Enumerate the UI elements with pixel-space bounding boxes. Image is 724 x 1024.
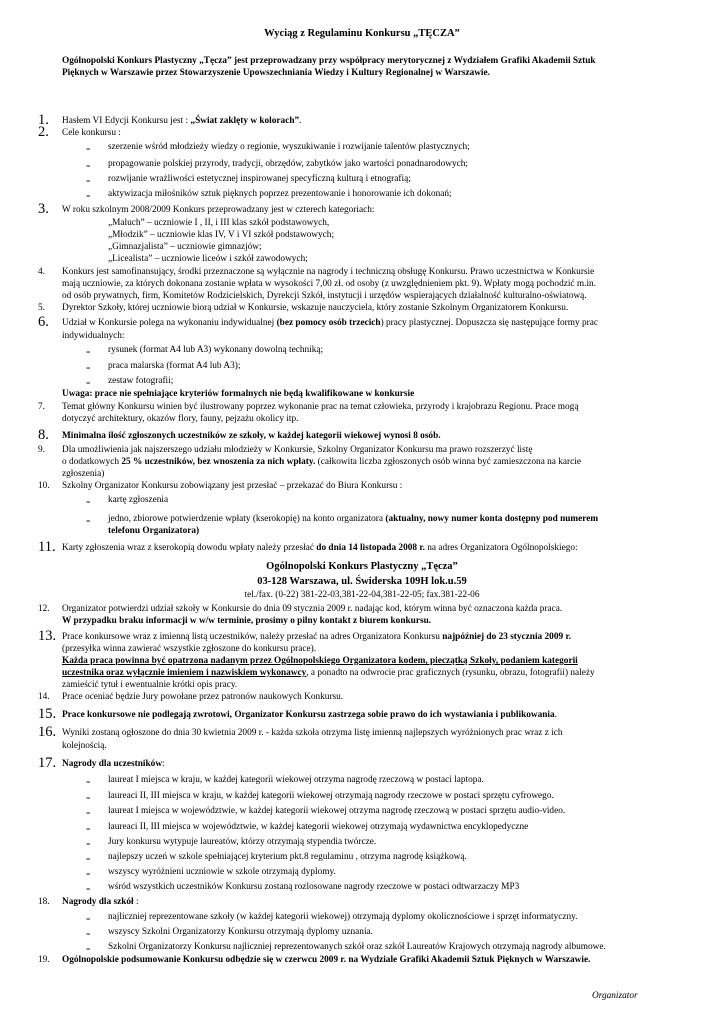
list-item — [108, 867, 336, 878]
text-line — [62, 402, 578, 413]
bullet-dash: - — [86, 865, 91, 880]
text-line — [62, 205, 374, 216]
text-segment: Dyrektor Szkoły, której uczniowie biorą udział w Konkursie, wskazuje nauczyciela, który zostanie Szkolnym Organizatorem Konkursu. — [62, 303, 569, 313]
text-segment: Ogólnopolskie podsumowanie Konkursu odbędzie się w czerwcu 2009 r. na Wydziale Grafiki Akademii Sztuk Pięknych w Warszawie. — [62, 955, 591, 965]
item-number: 18. — [38, 897, 50, 907]
text-line — [62, 318, 598, 329]
text-segment: uczestnika oraz wyłącznie imieniem i nazwiskiem wykonawcy — [62, 668, 307, 678]
text-segment: Szkolny Organizator Konkursu zobowiązany jest przesłać – przekazać do Biura Konkursu : — [62, 481, 403, 491]
text-segment: Minimalna ilość zgłoszonych uczestników ze szkoły, w każdej kategorii wiekowej wynosi 8 osób. — [62, 431, 441, 441]
text-segment: zgłoszenia) — [62, 469, 105, 479]
text-segment: najpóźniej do 23 stycznia 2009 r. — [442, 632, 572, 642]
text-segment: laureaci II, III miejsca w kraju, w każdej kategorii wiekowej otrzymają nagrody rzeczowe w postaci sprzętu cyfrowego. — [108, 791, 554, 801]
list-item — [108, 912, 578, 923]
text-segment: zestaw fotografii; — [108, 376, 174, 386]
list-item — [108, 189, 452, 200]
item-number: 4. — [38, 267, 45, 277]
item-number: 13. — [38, 628, 57, 644]
text-segment: Prace konkursowe nie podlegają zwrotowi, Organizator Konkursu zastrzega sobie prawo do ich wystawiania i publikowania — [62, 710, 555, 720]
list-item — [108, 495, 168, 506]
item-number: 14. — [38, 692, 50, 702]
text-segment: Dla umożliwienia jak najszerszego udziału młodzieży w Konkursie, Szkolny Organizator Konkursu ma prawo rozszerzyć listę — [62, 445, 533, 455]
item-number: 5. — [38, 303, 45, 313]
bullet-dash: - — [86, 835, 91, 850]
bullet-dash: - — [86, 374, 91, 389]
address-name: Ogólnopolski Konkurs Plastyczny „Tęcza” — [266, 561, 458, 572]
text-segment: do dnia 14 listopada 2008 r. — [316, 543, 425, 553]
text-line — [62, 116, 301, 127]
text-line — [62, 303, 568, 314]
text-segment: o dodatkowych — [62, 457, 122, 467]
text-segment: : — [162, 759, 165, 769]
text-line — [62, 604, 562, 615]
bullet-dash: - — [86, 157, 91, 172]
text-line — [108, 254, 308, 265]
item-number: 9. — [38, 445, 45, 455]
bullet-dash: - — [86, 850, 91, 865]
text-segment: Wyniki zostaną ogłoszone do dnia 30 kwietnia 2009 r. - każda szkoła otrzyma listę imienną najlepszych wyróżnionych prac wraz z ich — [62, 728, 563, 738]
bullet-dash: - — [86, 804, 91, 819]
bullet-dash: - — [86, 789, 91, 804]
text-segment: rozwijanie wrażliwości estetycznej inspirowanej specyficzną kulturą i etnografią; — [108, 174, 411, 184]
intro-line-1: Ogólnopolski Konkurs Plastyczny „Tęcza” jest przeprowadzany przy współpracy merytorycznej z Wydziałem Grafiki Akademii Sztuk — [62, 56, 596, 66]
bullet-dash: - — [86, 187, 91, 202]
item-number: 3. — [38, 201, 49, 217]
text-line — [62, 279, 596, 290]
text-segment: na adres Organizatora Ogólnopolskiego: — [424, 543, 578, 553]
signature: Organizator — [592, 991, 638, 1001]
text-line — [62, 414, 298, 425]
bullet-dash: - — [86, 359, 91, 374]
text-segment: Hasłem VI Edycji Konkursu jest : — [62, 116, 191, 126]
item-number: 10. — [38, 481, 50, 491]
text-line — [62, 680, 237, 691]
intro-line-2: Pięknych w Warszawie przez Stowarzyszenie Upowszechniania Wiedzy i Kultury Regionalnej w Warszawie. — [62, 68, 490, 78]
text-segment: aktywizacja miłośników sztuk pięknych poprzez prezentowanie i honorowanie ich dokonań; — [108, 189, 452, 199]
list-item — [108, 927, 373, 938]
list-item — [108, 345, 323, 356]
text-segment: . — [554, 710, 557, 720]
text-segment: Każda praca powinna być opatrzona nadanym przez Ogólnopolskiego Organizatora kodem, pieczątką Szkoły, podaniem kategorii — [62, 656, 578, 666]
text-line — [62, 431, 441, 442]
text-segment: laureaci II, III miejsca w województwie, w każdej kategorii wiekowej otrzymają wydawnictwa encyklopedyczne — [108, 822, 529, 832]
list-item — [108, 159, 468, 170]
text-line — [62, 616, 431, 627]
text-segment: Konkurs jest samofinansujący, środki przeznaczone są wyłącznie na nagrody i techniczną obsługę Konkursu. Prawo uczestnictwa w Konkursie — [62, 267, 595, 277]
text-segment: , a ponadto na odwrocie prac graficznych (rysunku, obrazu, fotografii) należy — [306, 668, 595, 678]
text-segment: Organizator potwierdzi udział szkoły w Konkursie do dnia 09 stycznia 2009 r. nadając kod, którym winna być oznaczona każda praca. — [62, 604, 563, 614]
text-line — [62, 955, 590, 966]
bullet-dash: - — [86, 880, 91, 895]
text-segment: szerzenie wśród młodzieży wiedzy o regionie, wyszukiwanie i rozwijanie talentów plastycznych; — [108, 142, 470, 152]
bullet-dash: - — [86, 493, 91, 508]
text-segment: W przypadku braku informacji w w/w terminie, prosimy o pilny kontakt z biurem konkursu. — [62, 616, 432, 626]
bullet-dash: - — [86, 910, 91, 925]
text-line — [62, 897, 139, 908]
text-segment: rysunek (format A4 lub A3) wykonany dowolną techniką; — [108, 345, 324, 355]
list-item — [108, 837, 376, 848]
text-line — [62, 469, 104, 480]
text-segment: telefonu Organizatora) — [108, 526, 200, 536]
text-segment: Karty zgłoszenia wraz z kserokopią dowodu wpłaty należy przesłać — [62, 543, 317, 553]
text-segment: Udział w Konkursie polega na wykonaniu indywidualnej — [62, 318, 277, 328]
text-line — [62, 128, 121, 139]
item-number: 7. — [38, 402, 45, 412]
text-line — [108, 526, 199, 537]
text-line — [62, 692, 343, 703]
item-number: 16. — [38, 724, 57, 740]
text-line — [62, 632, 571, 643]
item-number: 2. — [38, 124, 49, 140]
text-segment: (przesyłka winna zawierać wszystkie zgłoszone do konkursu prace). — [62, 644, 317, 654]
text-line — [108, 218, 329, 229]
text-segment: W roku szkolnym 2008/2009 Konkurs przeprowadzany jest w czterech kategoriach: — [62, 205, 375, 215]
text-line — [62, 710, 557, 721]
text-segment: dotyczyć architektury, okazów flory, fauny, pejzażu okolicy itp. — [62, 414, 299, 424]
text-line — [62, 543, 578, 554]
bullet-dash: - — [86, 172, 91, 187]
text-segment: laureat I miejsca w kraju, w każdej kategorii wiekowej otrzyma nagrodę rzeczową w postaci laptopa. — [108, 775, 484, 785]
text-segment: Jury konkursu wytypuje laureatów, którzy otrzymają stypendia twórcze. — [108, 837, 377, 847]
text-segment: : — [133, 897, 139, 907]
bullet-dash: - — [86, 925, 91, 940]
text-segment: Nagrody dla szkół — [62, 897, 134, 907]
text-segment: „Maluch” – uczniowie I , II, i III klas szkół podstawowych, — [108, 218, 330, 228]
list-item — [108, 514, 598, 525]
text-segment: Cele konkursu : — [62, 128, 121, 138]
text-line — [62, 457, 581, 468]
text-segment: kolejnością. — [62, 741, 107, 751]
text-line — [62, 668, 595, 679]
text-segment: . — [299, 116, 302, 126]
bullet-dash: - — [86, 820, 91, 835]
list-item — [108, 791, 554, 802]
item-number: 1. — [38, 112, 49, 128]
address-street: 03-128 Warszawa, ul. Świderska 109H lok.u.59 — [257, 576, 467, 587]
text-line — [62, 656, 578, 667]
text-segment: „Licealista” – uczniowie liceów i szkół zawodowych; — [108, 254, 308, 264]
text-segment: laureat I miejsca w województwie, w każdej kategorii wiekowej otrzyma nagrodę rzeczową w postaci sprzętu audio-video. — [108, 806, 566, 816]
text-segment: „Świat zaklęty w kolorach” — [190, 116, 300, 126]
text-segment: kartę zgłoszenia — [108, 495, 169, 505]
list-item — [108, 942, 606, 953]
text-line — [62, 445, 532, 456]
text-segment: Prace oceniać będzie Jury powołane przez patronów naukowych Konkursu. — [62, 692, 344, 702]
list-item — [108, 806, 565, 817]
text-segment: najliczniej reprezentowane szkoły (w każdej kategorii wiekowej) otrzymają dyplomy okolicznościowe i sprzęt informatyczny. — [108, 912, 578, 922]
bullet-dash: - — [86, 512, 91, 527]
text-segment: Nagrody dla uczestników — [62, 759, 163, 769]
text-line — [62, 728, 563, 739]
text-segment: (bez pomocy osób trzecich — [276, 318, 381, 328]
text-segment: „Gimnazjalista” – uczniowie gimnazjów; — [108, 242, 262, 252]
text-segment: wśród wszystkich uczestników Konkursu zostaną rozlosowane nagrody rzeczowe w postaci odtwarzaczy MP3 — [108, 882, 520, 892]
text-line — [62, 481, 402, 492]
text-segment: od osób prywatnych, firm, Komitetów Rodzicielskich, Dyrekcji Szkół, instytucji i urzędów wspierających działalność kulturalno-oświatową. — [62, 291, 587, 301]
list-item — [108, 142, 470, 153]
item-number: 8. — [38, 427, 49, 443]
bullet-dash: - — [86, 940, 91, 955]
text-segment: ) pracy plastycznej. Dopuszcza się następujące formy prac — [380, 318, 598, 328]
item-number: 17. — [38, 755, 57, 771]
text-segment: (aktualny, nowy numer konta dostępny pod numerem — [385, 514, 599, 524]
list-item — [108, 852, 467, 863]
list-item — [108, 822, 528, 833]
item-number: 11. — [38, 539, 56, 555]
text-segment: Temat główny Konkursu winien być ilustrowany poprzez wykonanie prac na temat człowieka, przyrody i krajobrazu Regionu. Prace mogą — [62, 402, 579, 412]
text-line — [108, 242, 262, 253]
text-line — [62, 389, 414, 400]
item-number: 15. — [38, 706, 57, 722]
text-segment: wszyscy Szkolni Organizatorzy Konkursu otrzymają dyplomy uznania. — [108, 927, 373, 937]
bullet-dash: - — [86, 343, 91, 358]
text-segment: 25 % uczestników, bez wnoszenia za nich wpłaty. — [121, 457, 316, 467]
text-line — [108, 230, 334, 241]
text-segment: propagowanie polskiej przyrody, tradycji, obrzędów, zabytków jako wartości ponadnarodowych; — [108, 159, 468, 169]
list-item — [108, 882, 519, 893]
bullet-dash: - — [86, 140, 91, 155]
item-number: 12. — [38, 604, 50, 614]
text-segment: (całkowita liczba zgłoszonych osób winna być zamieszczona na karcie — [315, 457, 581, 467]
text-line — [62, 291, 587, 302]
list-item — [108, 174, 411, 185]
text-line — [62, 644, 316, 655]
item-number: 6. — [38, 314, 49, 330]
bullet-dash: - — [86, 773, 91, 788]
text-line — [62, 267, 594, 278]
text-segment: zamieścić tytuł i ewentualnie krótki opis pracy. — [62, 680, 238, 690]
document-title: Wyciąg z Regulaminu Konkursu „TĘCZA” — [264, 28, 460, 39]
address-contact: tel./fax. (0-22) 381-22-03,381-22-04,381-22-05; fax.381-22-06 — [244, 590, 480, 600]
text-segment: indywidualnych: — [62, 331, 125, 341]
text-segment: praca malarska (format A4 lub A3); — [108, 361, 241, 371]
text-segment: Prace konkursowe wraz z imienną listą uczestników, należy przesłać na adres Organizatora Konkursu — [62, 632, 443, 642]
text-segment: mają uczniowie, za których dokonana zostanie wpłata w wysokości 7,00 zł. od osoby (z uwzględnieniem pkt. 9). Wpłaty mogą pochodzić m.in. — [62, 279, 596, 289]
text-line — [62, 741, 107, 752]
text-segment: wszyscy wyróżnieni uczniowie w szkole otrzymają dyplomy. — [108, 867, 336, 877]
text-segment: Uwaga — [62, 389, 90, 399]
text-segment: „Młodzik” – uczniowie klas IV, V i VI szkół podstawowych; — [108, 230, 335, 240]
text-segment: Szkolni Organizatorzy Konkursu najliczniej reprezentowanych szkół oraz szkół Laureatów Krajowych otrzymają nagrody albumowe. — [108, 942, 606, 952]
list-item — [108, 361, 240, 372]
text-segment: jedno, zbiorowe potwierdzenie wpłaty (kserokopię) na konto organizatora — [108, 514, 386, 524]
text-line — [62, 331, 125, 342]
list-item — [108, 376, 173, 387]
text-line — [62, 759, 165, 770]
item-number: 19. — [38, 955, 50, 965]
text-segment: najlepszy uczeń w szkole spełniającej kryterium pkt.8 regulaminu , otrzyma nagrodę książkową. — [108, 852, 467, 862]
text-segment: : prace nie spełniające kryteriów formalnych nie będą kwalifikowane w konkursie — [89, 389, 415, 399]
list-item — [108, 775, 484, 786]
